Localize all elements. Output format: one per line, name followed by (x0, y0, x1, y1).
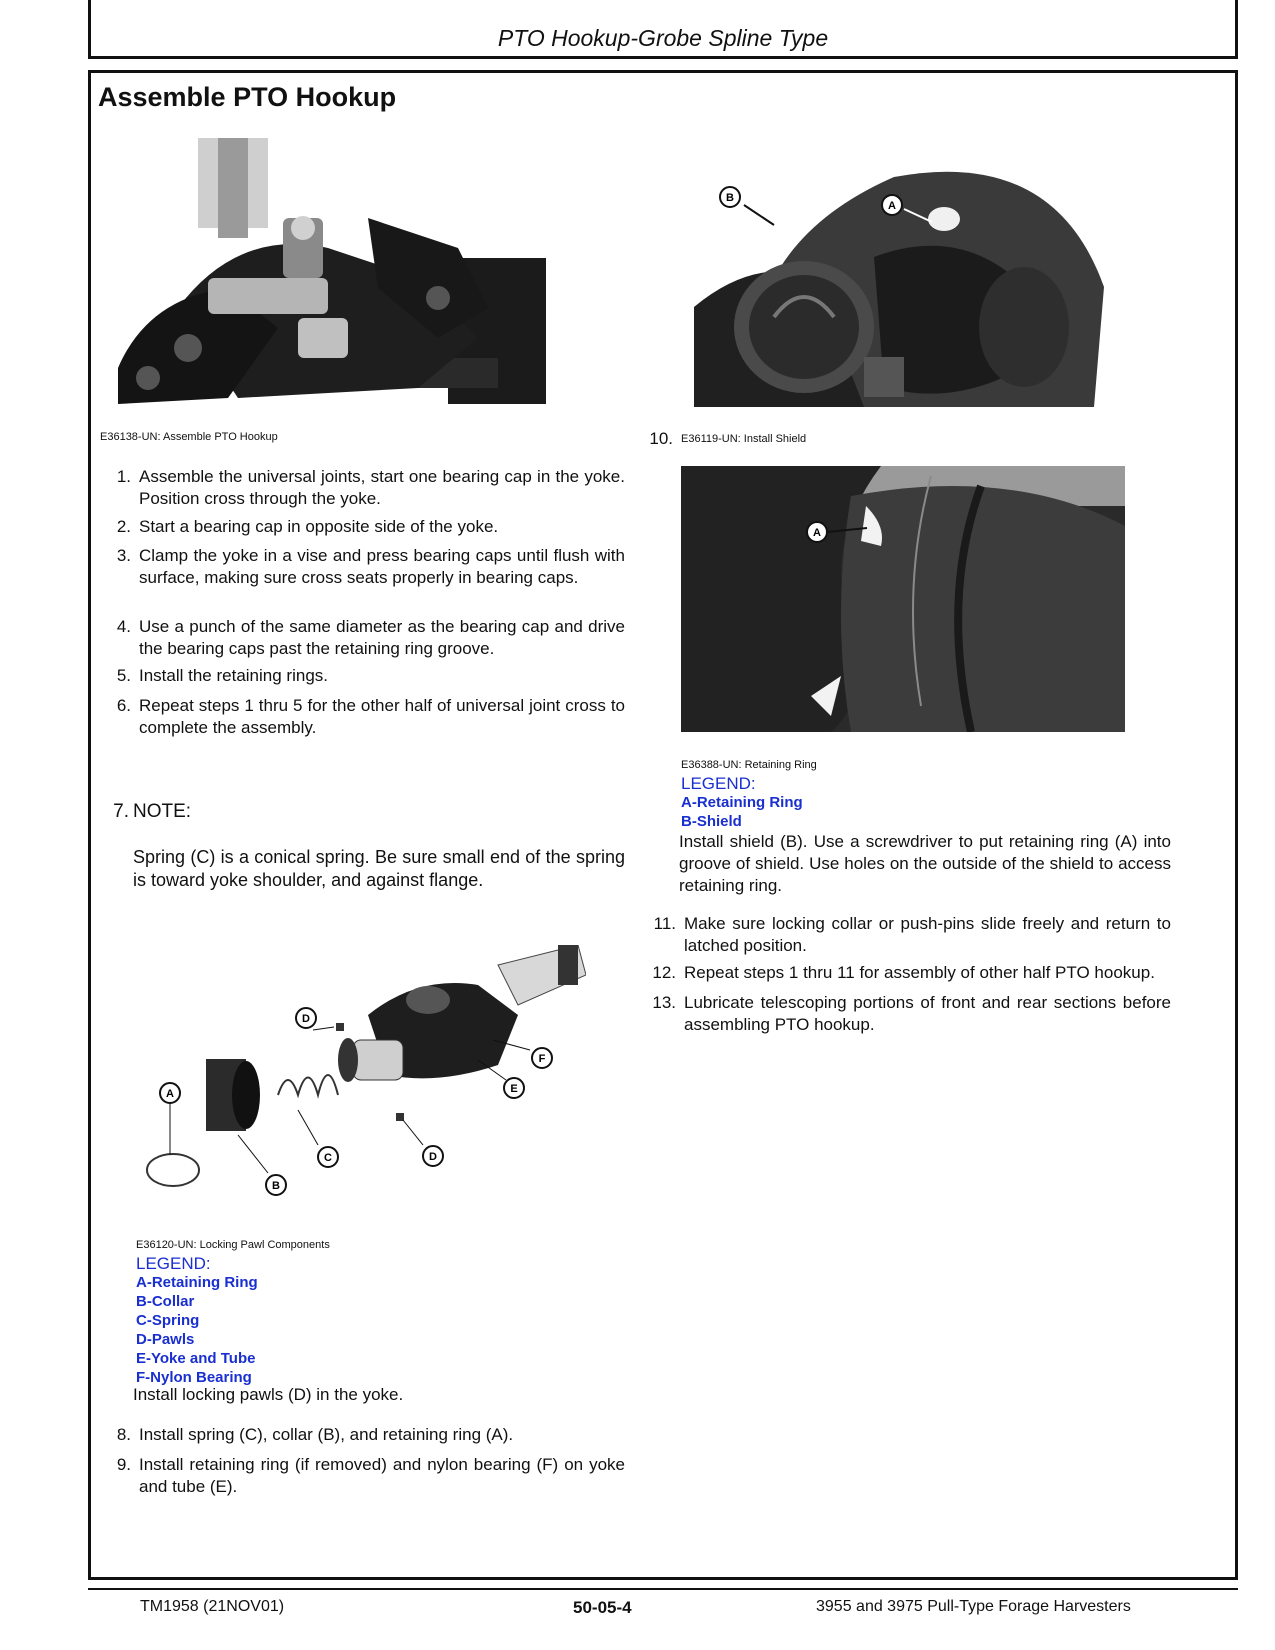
legend-title: LEGEND: (136, 1254, 211, 1273)
footer-manual-title: 3955 and 3975 Pull-Type Forage Harvesters (816, 1598, 1131, 1615)
step-number: 12. (652, 963, 676, 982)
footer-divider (88, 1588, 1238, 1590)
step-text: Assemble the universal joints, start one bearing cap in the yoke. Position cross through the yoke. (139, 467, 625, 508)
step-number: 4. (116, 617, 131, 636)
caption-fig1: E36138-UN: Assemble PTO Hookup (100, 431, 278, 443)
step-number: 6. (116, 696, 131, 715)
legend-title: LEGEND: (681, 774, 756, 793)
legend-shield (681, 774, 803, 831)
header-title: PTO Hookup-Grobe Spline Type (497, 25, 829, 51)
step-text: Make sure locking collar or push-pins slide freely and return to latched position. (684, 914, 1171, 955)
callout-b: B (726, 192, 734, 204)
step-number: 7. (113, 801, 129, 822)
step-11 (653, 913, 1171, 957)
shield-instruction: Install shield (B). Use a screwdriver to put retaining ring (A) into groove of shield. Use holes on the outside of the shield to access retaining ring. (679, 832, 1171, 895)
callout-f: F (538, 1053, 546, 1065)
callout-e: E (510, 1083, 518, 1095)
step-text: Repeat steps 1 thru 5 for the other half of universal joint cross to complete the assembly. (139, 696, 625, 737)
section-title: Assemble PTO Hookup (98, 82, 397, 112)
step-number: 2. (116, 517, 131, 536)
step-number: 13. (652, 993, 676, 1012)
step-text: Lubricate telescoping portions of front and rear sections before assembling PTO hookup. (684, 993, 1171, 1034)
legend-item: E-Yoke and Tube (136, 1350, 256, 1367)
pawl-instruction: Install locking pawls (D) in the yoke. (133, 1385, 404, 1404)
step-7 (113, 801, 625, 823)
step-number: 3. (116, 546, 131, 565)
step-9 (116, 1454, 625, 1498)
step-2 (116, 516, 625, 538)
step-text: Start a bearing cap in opposite side of the yoke. (139, 517, 499, 536)
legend-pawl (136, 1254, 258, 1387)
legend-item: B-Shield (681, 813, 742, 830)
legend-item: A-Retaining Ring (136, 1274, 258, 1291)
step-number: 1. (116, 467, 131, 486)
step-number: 10. (649, 429, 673, 448)
callout-a: A (166, 1088, 174, 1100)
callout-a: A (888, 200, 896, 212)
note-label: NOTE: (133, 801, 192, 822)
step-13 (652, 992, 1171, 1036)
step-text: Clamp the yoke in a vise and press bearing caps until flush with surface, making sure cross seats properly in bearing caps. (139, 546, 625, 587)
callout-a: A (813, 527, 821, 539)
step-4 (116, 616, 625, 660)
step-text: Use a punch of the same diameter as the bearing cap and drive the bearing caps past the retaining ring groove. (139, 617, 625, 658)
diagram-locking-pawl-components (138, 945, 586, 1203)
step-5 (116, 665, 625, 687)
footer-page-number: 50-05-4 (573, 1598, 632, 1617)
callout-c: C (324, 1152, 332, 1164)
callout-d: D (302, 1013, 310, 1025)
step-number: 8. (116, 1425, 131, 1444)
page-header (88, 0, 1238, 59)
legend-item: C-Spring (136, 1312, 200, 1329)
caption-fig4: E36388-UN: Retaining Ring (681, 759, 817, 771)
step-12 (652, 962, 1171, 984)
photo-universal-joint-vise (118, 138, 546, 404)
step-text: Install retaining ring (if removed) and nylon bearing (F) on yoke and tube (E). (139, 1455, 625, 1496)
step-text: Install the retaining rings. (139, 666, 328, 685)
callout-b: B (272, 1180, 280, 1192)
step-text: Repeat steps 1 thru 11 for assembly of other half PTO hookup. (684, 963, 1155, 982)
note-text: Spring (C) is a conical spring. Be sure small end of the spring is toward yoke shoulder, and against flange. (133, 847, 625, 890)
legend-item: B-Collar (136, 1293, 195, 1310)
caption-fig3: E36119-UN: Install Shield (681, 433, 807, 445)
footer-doc-id: TM1958 (21NOV01) (140, 1598, 285, 1615)
step-3 (116, 545, 625, 589)
step-text: Install spring (C), collar (B), and retaining ring (A). (139, 1425, 514, 1444)
callout-d: D (429, 1151, 437, 1163)
legend-item: D-Pawls (136, 1331, 195, 1348)
step-1 (116, 466, 625, 510)
step-number: 11. (653, 914, 676, 933)
legend-item: A-Retaining Ring (681, 794, 803, 811)
step-number: 9. (116, 1455, 131, 1474)
photo-retaining-ring (681, 466, 1125, 732)
legend-item: F-Nylon Bearing (136, 1369, 252, 1386)
step-8 (116, 1424, 625, 1446)
step-number: 5. (116, 666, 131, 685)
photo-install-shield (694, 167, 1125, 407)
caption-fig2: E36120-UN: Locking Pawl Components (136, 1239, 330, 1251)
step-6 (116, 695, 625, 739)
